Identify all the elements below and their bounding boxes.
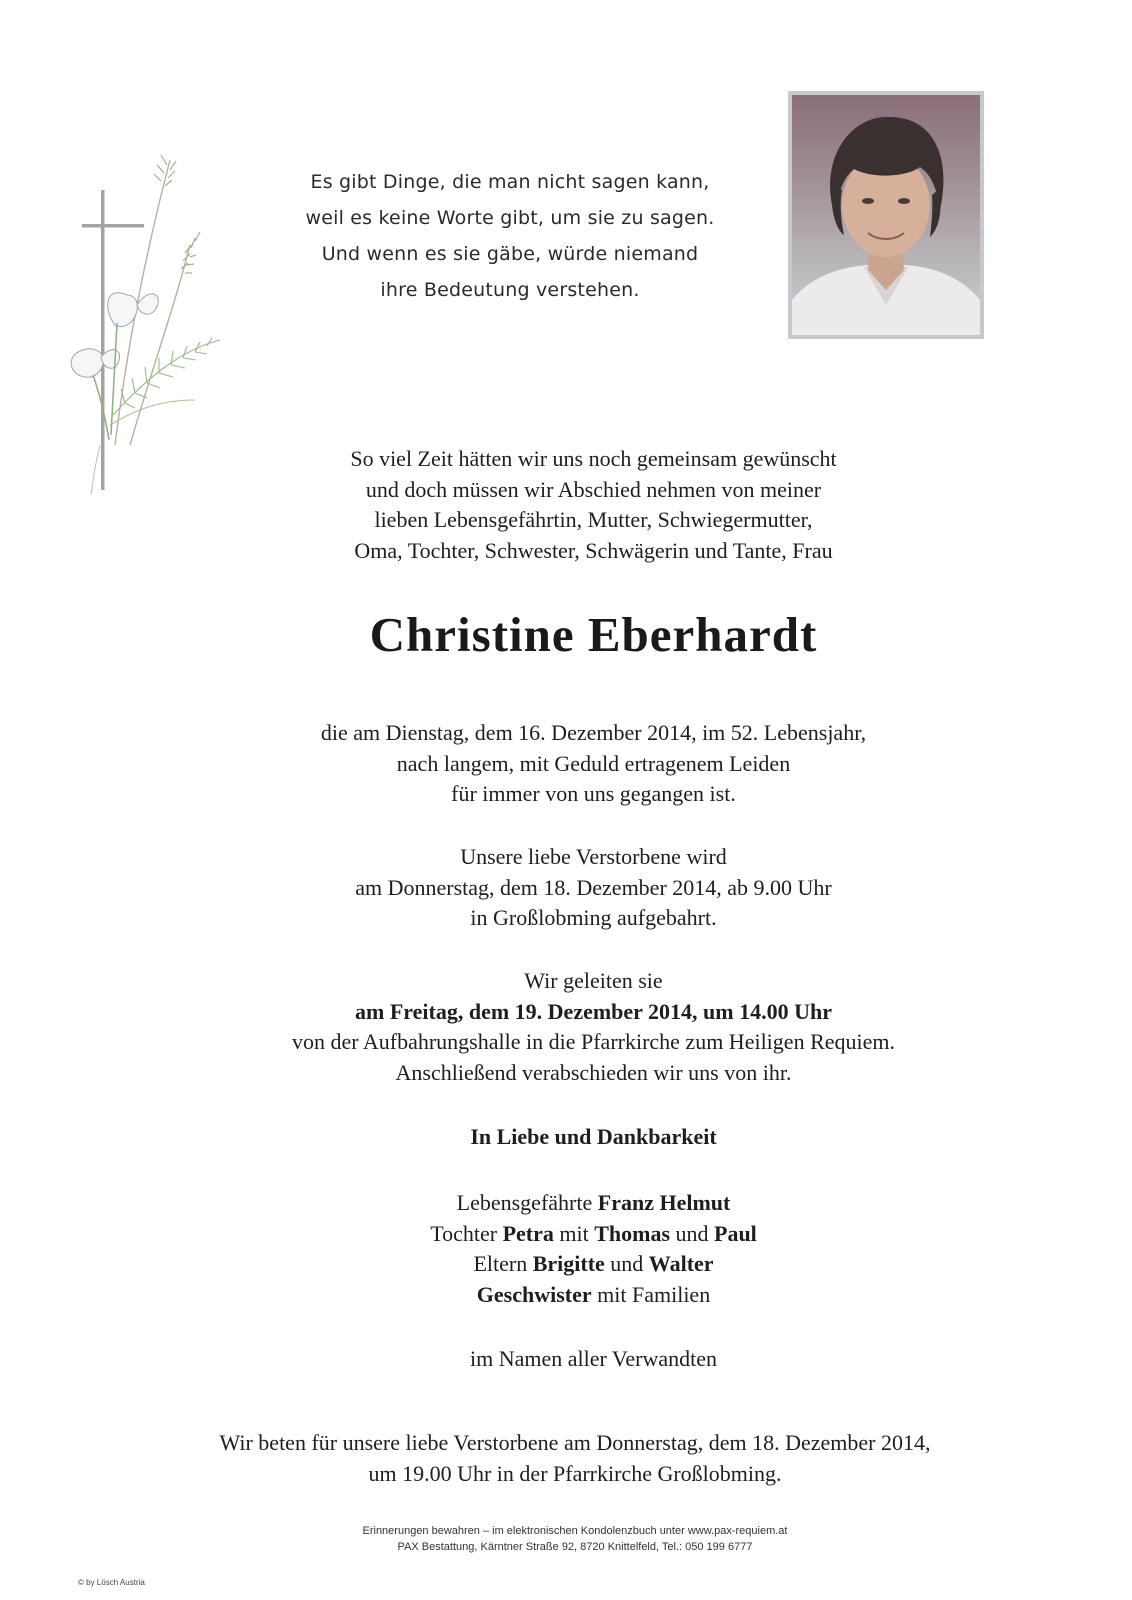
daughter-name: Petra xyxy=(502,1220,554,1246)
deceased-name: Christine Eberhardt xyxy=(369,607,818,662)
death-line: die am Dienstag, dem 16. Dezember 2014, im 52. Lebensjahr, xyxy=(320,720,867,745)
and-word: und xyxy=(610,1251,644,1276)
portrait-frame xyxy=(788,91,984,339)
family-line-siblings xyxy=(55,1280,1132,1311)
viewing-line: am Donnerstag, dem 18. Dezember 2014, ab 9.00 Uhr xyxy=(355,874,832,900)
partner-name: Franz Helmut xyxy=(597,1190,731,1215)
footer-condolence-line: Erinnerungen bewahren – im elektronischen Kondolenzbuch unter www.pax-requiem.at xyxy=(362,1525,788,1537)
quote-line: Und wenn es sie gäbe, würde niemand xyxy=(321,243,699,265)
prayer-line: Wir beten für unsere liebe Verstorbene am Donnerstag, dem 18. Dezember 2014, xyxy=(219,1430,931,1455)
intro-line: Oma, Tochter, Schwester, Schwägerin und Tante, Frau xyxy=(354,537,833,563)
death-line: nach langem, mit Geduld ertragenem Leiden xyxy=(396,750,791,776)
funeral-line: Wir geleiten sie xyxy=(524,968,663,993)
footer-address-line: PAX Bestattung, Kärntner Straße 92, 8720 Knittelfeld, Tel.: 050 199 6777 xyxy=(397,1541,753,1553)
funeral-line: von der Aufbahrungshalle in die Pfarrkirche zum Heiligen Requiem. xyxy=(292,1029,895,1054)
family-line-daughter xyxy=(55,1219,1132,1250)
mother-name: Brigitte xyxy=(532,1251,605,1276)
funeral-notice xyxy=(0,966,1132,1088)
with-word: mit xyxy=(559,1220,589,1246)
father-name: Walter xyxy=(648,1251,714,1276)
prayer-line: um 19.00 Uhr in der Pfarrkirche Großlobming. xyxy=(368,1460,782,1486)
partner-label: Lebensgefährte xyxy=(456,1190,593,1215)
intro-line: So viel Zeit hätten wir uns noch gemeinsam gewünscht xyxy=(350,446,837,471)
death-line: für immer von uns gegangen ist. xyxy=(451,781,736,806)
intro-line: lieben Lebensgefährtin, Mutter, Schwiegermutter, xyxy=(374,507,813,532)
portrait-photo xyxy=(792,95,980,335)
family-line-partner xyxy=(55,1188,1132,1219)
footer xyxy=(0,1523,1132,1555)
grandchild-name: Thomas xyxy=(594,1220,670,1246)
parents-label: Eltern xyxy=(473,1251,528,1276)
family-line-parents xyxy=(55,1249,1132,1280)
death-notice xyxy=(0,718,1132,810)
copyright-notice: © by Lösch Austria xyxy=(78,1578,145,1587)
relatives-line: im Namen aller Verwandten xyxy=(469,1346,717,1371)
siblings-label: Geschwister xyxy=(476,1281,592,1307)
and-word: und xyxy=(675,1220,709,1246)
portrait-illustration xyxy=(792,95,980,335)
grandchild-name: Paul xyxy=(714,1220,757,1246)
quote-line: weil es keine Worte gibt, um sie zu sagen. xyxy=(305,207,715,229)
closing-phrase: In Liebe und Dankbarkeit xyxy=(470,1124,717,1149)
siblings-suffix: mit Familien xyxy=(597,1281,711,1307)
intro-text xyxy=(0,444,1132,566)
funeral-line: Anschließend verabschieden wir uns von ihr. xyxy=(395,1059,792,1085)
intro-line: und doch müssen wir Abschied nehmen von meiner xyxy=(365,476,822,502)
viewing-line: in Großlobming aufgebahrt. xyxy=(470,905,717,930)
viewing-line: Unsere liebe Verstorbene wird xyxy=(460,844,727,869)
quote-line: ihre Bedeutung verstehen. xyxy=(380,279,640,301)
memorial-quote xyxy=(300,164,720,308)
quote-line: Es gibt Dinge, die man nicht sagen kann, xyxy=(310,171,710,193)
daughter-label: Tochter xyxy=(430,1220,498,1246)
prayer-notice xyxy=(0,1428,1132,1489)
viewing-notice xyxy=(0,842,1132,934)
funeral-date: am Freitag, dem 19. Dezember 2014, um 14.00 Uhr xyxy=(355,998,832,1024)
family-list xyxy=(0,1188,1132,1310)
